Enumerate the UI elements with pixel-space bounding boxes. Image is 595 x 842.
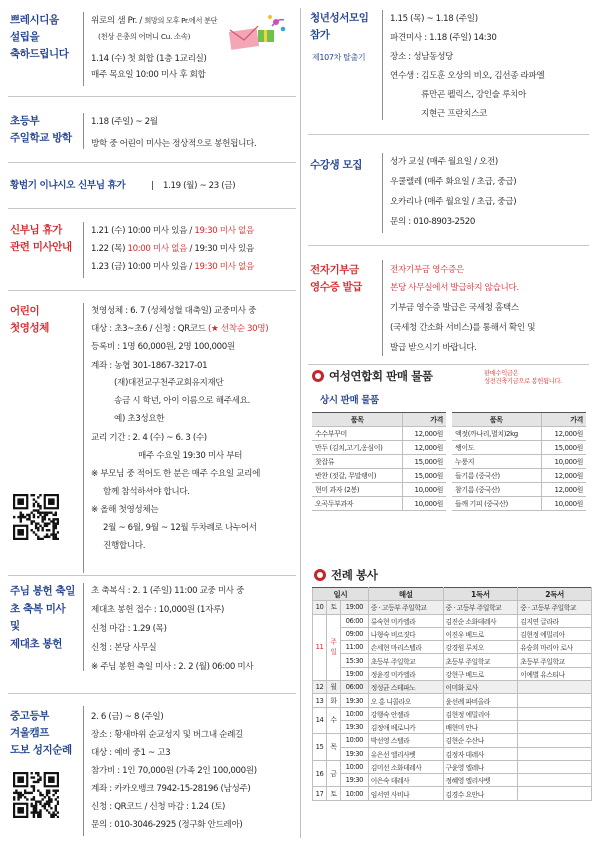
divider	[382, 260, 383, 356]
divider	[382, 153, 383, 233]
communion-line: 교리 기간 : 2. 4 (수) ~ 6. 3 (수)	[91, 433, 207, 443]
congrats-line3: 1.14 (수) 첫 회합 (1층 1교리실)	[91, 54, 207, 64]
schedule-row	[313, 654, 592, 667]
goods-price: 12,000원	[403, 441, 446, 455]
pin-icon	[314, 569, 326, 581]
schedule-row	[313, 774, 592, 787]
goods-row	[312, 455, 446, 469]
classes-line: 성가 교실 (매주 월요일 / 오전)	[390, 157, 498, 167]
schedule-time: 10:00	[340, 760, 368, 773]
classes-line: 우쿨렐레 (매주 화요일 / 초급, 중급)	[390, 177, 517, 187]
youth-bible-subtitle: 제107차 탈출기	[312, 53, 366, 62]
youth-bible-line: 류만곤 펠릭스, 강인술 루치아	[421, 90, 526, 100]
pin-icon	[312, 370, 324, 382]
schedule-time: 06:00	[340, 614, 368, 627]
schedule-weekday: 수	[326, 707, 340, 734]
schedule-day: 13	[313, 694, 327, 707]
right-column	[302, 0, 595, 842]
schedule-day: 16	[313, 760, 327, 787]
col-price-header: 가격	[541, 413, 586, 427]
congrats-line1: 위로의 샘 Pr. / 희망의 모후 Pr.에서 분단	[91, 16, 218, 26]
schedule-person: 중 · 고등부 주일학교	[518, 601, 592, 614]
header-reading2: 2독서	[518, 588, 592, 601]
goods-row	[312, 469, 446, 483]
communion-line: ※ 올해 첫영성체는	[91, 505, 159, 515]
goods-note: 판매수익금은 성전건축기금으로 봉헌됩니다.	[484, 370, 562, 385]
congrats-line2: (천상 은총의 어머니 Cu. 소속)	[98, 32, 191, 41]
goods-item: 수수부꾸미	[312, 427, 403, 441]
camp-line: 대상 : 예비 중1 ~ 고3	[91, 748, 171, 758]
goods-price: 10,000원	[541, 455, 586, 469]
goods-table-right	[452, 412, 586, 511]
schedule-time: 15:30	[340, 654, 368, 667]
youth-bible-line: 1.15 (목) ~ 1.18 (주일)	[390, 14, 478, 24]
communion-line: 첫영성체 : 6. 7 (성체성혈 대축일) 교중미사 중	[91, 306, 257, 316]
youth-bible-line: 연수생 : 김도훈 오상의 비오, 김선종 라파엘	[390, 71, 545, 81]
goods-price: 15,000원	[541, 441, 586, 455]
anointing-line: ※ 주님 봉헌 축일 미사 : 2. 2 (월) 06:00 미사	[91, 662, 254, 672]
schedule-person: 임서연 사비나	[368, 787, 443, 800]
schedule-person: 김현정 에밀리아	[443, 707, 518, 720]
schedule-person: 김정자 데레사	[443, 747, 518, 760]
goods-row	[312, 427, 446, 441]
communion-line: 2월 ~ 6월, 9월 ~ 12월 두차례로 나누어서	[103, 523, 257, 533]
qr-code[interactable]	[13, 772, 59, 818]
goods-item: 누룽지	[452, 455, 541, 469]
schedule-person: 구윤영 엘레나	[443, 760, 518, 773]
divider	[83, 12, 84, 86]
priest-mass-title: 신부님 휴가 관련 미사안내	[10, 224, 72, 253]
col-price-header: 가격	[403, 413, 446, 427]
goods-heading: 여성연합회 판매 물품	[329, 369, 433, 383]
schedule-day: 14	[313, 707, 327, 734]
schedule-person	[518, 774, 592, 787]
schedule-row	[313, 720, 592, 733]
communion-line: 매주 수요일 19:30 미사 부터	[138, 451, 243, 461]
schedule-weekday: 주일	[326, 614, 340, 680]
goods-price: 10,000원	[541, 497, 586, 511]
schedule-time: 11:00	[340, 641, 368, 654]
congrats-line4: 매주 목요일 10:00 미사 후 회합	[91, 70, 206, 80]
priest-mass-row: 1.21 (수) 10:00 미사 있음 / 19:30 미사 없음	[91, 226, 254, 236]
schedule-row	[313, 747, 592, 760]
schedule-time: 19:00	[340, 667, 368, 680]
schedule-person: 이예별 유스티나	[518, 667, 592, 680]
schedule-person	[518, 760, 592, 773]
schedule-weekday: 화	[326, 694, 340, 707]
divider	[382, 10, 383, 120]
schedule-person	[518, 747, 592, 760]
schedule-person: 박선영 스텔라	[368, 734, 443, 747]
elementary-line2: 방학 중 어린이 미사는 정상적으로 봉헌됩니다.	[91, 139, 257, 149]
schedule-row	[313, 787, 592, 800]
goods-row	[452, 469, 586, 483]
schedule-time: 19:30	[340, 720, 368, 733]
goods-item: 만두 (김치,고기,옹심이)	[312, 441, 403, 455]
schedule-person: 강경원 루치오	[443, 641, 518, 654]
goods-item: 액젓(까나리,멸치)2kg	[452, 427, 541, 441]
goods-price: 12,000원	[541, 427, 586, 441]
communion-line: ※ 부모님 중 적어도 한 분은 매주 수요일 교리에	[91, 469, 261, 479]
schedule-person	[518, 720, 592, 733]
schedule-person: 김현정 에밀리아	[518, 627, 592, 640]
schedule-person: 김지연 글라라	[518, 614, 592, 627]
divider	[83, 222, 84, 278]
goods-item: 오곡두부과자	[312, 497, 403, 511]
schedule-time: 09:00	[340, 627, 368, 640]
anointing-line: 제대초 봉헌 접수 : 10,000원 (1자루)	[91, 605, 225, 615]
goods-row	[452, 483, 586, 497]
schedule-day: 11	[313, 614, 327, 680]
schedule-person: 정윤경 미카엘라	[368, 667, 443, 680]
schedule-person: 강현구 베드로	[443, 667, 518, 680]
communion-line: 송금 시 학년, 아이 이름으로 해주세요.	[114, 396, 250, 406]
col-item-header: 품목	[312, 413, 403, 427]
schedule-weekday: 토	[326, 601, 340, 614]
elementary-line1: 1.18 (주일) ~ 2월	[91, 117, 158, 127]
communion-title: 어린이 첫영성체	[10, 305, 49, 334]
priest-mass-row: 1.23 (금) 10:00 미사 있음 / 19:30 미사 없음	[91, 262, 254, 272]
communion-line: (재)대전교구천주교회유지재단	[114, 378, 224, 388]
goods-row	[452, 441, 586, 455]
goods-item: 현미 과자 (2봉)	[312, 483, 403, 497]
anointing-line: 초 축복식 : 2. 1 (주일) 11:00 교중 미사 중	[91, 586, 245, 596]
schedule-weekday: 토	[326, 787, 340, 800]
schedule-time: 19:30	[340, 774, 368, 787]
schedule-row	[313, 627, 592, 640]
youth-bible-line: 장소 : 성남동성당	[390, 52, 453, 62]
divider	[308, 245, 589, 246]
youth-bible-line: 파견미사 : 1.18 (주일) 14:30	[390, 33, 497, 43]
divider	[8, 162, 296, 163]
schedule-row	[313, 681, 592, 694]
schedule-person: 나형숙 비르짓다	[368, 627, 443, 640]
schedule-person: 배현미 안나	[443, 720, 518, 733]
schedule-person	[518, 734, 592, 747]
schedule-day: 17	[313, 787, 327, 800]
schedule-person: 중 · 고등부 주일학교	[443, 601, 518, 614]
priest-mass-row: 1.22 (목) 10:00 미사 없음 / 19:30 미사 있음	[91, 244, 254, 254]
congrats-title: 쁘레시디움 설립을 축하드립니다	[10, 14, 69, 60]
schedule-time: 10:00	[340, 707, 368, 720]
schedule-person: 정혜영 엘리사벳	[443, 774, 518, 787]
schedule-weekday: 목	[326, 734, 340, 761]
divider	[308, 134, 589, 135]
header-date: 일시	[313, 588, 369, 601]
schedule-person: 유은선 엘리사벳	[368, 747, 443, 760]
goods-price: 15,000원	[403, 469, 446, 483]
goods-row	[452, 427, 586, 441]
schedule-person: 김정애 베로니카	[368, 720, 443, 733]
schedule-row	[313, 667, 592, 680]
camp-line: 문의 : 010-3046-2925 (정구화 안드레아)	[91, 820, 243, 830]
schedule-row	[313, 760, 592, 773]
goods-price: 10,000원	[403, 497, 446, 511]
column-divider	[300, 8, 301, 838]
anointing-line: 신청 : 본당 사무실	[91, 643, 157, 653]
divider	[8, 96, 296, 97]
schedule-person	[518, 787, 592, 800]
vacation-separator: |	[151, 181, 154, 191]
liturgy-heading: 전례 봉사	[331, 568, 378, 582]
schedule-person: 류숙현 미카엘라	[368, 614, 443, 627]
divider	[83, 303, 84, 573]
schedule-person: 김진순 소화데레사	[443, 614, 518, 627]
divider	[83, 583, 84, 671]
schedule-row	[313, 641, 592, 654]
schedule-time: 10:00	[340, 734, 368, 747]
gift-illustration	[228, 12, 290, 52]
camp-line: 2. 6 (금) ~ 8 (주일)	[91, 712, 164, 722]
goods-price: 12,000원	[541, 483, 586, 497]
divider	[83, 706, 84, 836]
schedule-person: 이은숙 데레사	[368, 774, 443, 787]
schedule-person: 초등부 주일학교	[443, 654, 518, 667]
divider	[8, 290, 296, 291]
vacation-dates: 1.19 (월) ~ 23 (금)	[163, 181, 236, 191]
goods-item: 찻잡류	[312, 455, 403, 469]
goods-row	[312, 483, 446, 497]
schedule-row	[313, 734, 592, 747]
goods-price: 15,000원	[403, 455, 446, 469]
goods-item: 들깨 기피 (중국산)	[452, 497, 541, 511]
camp-line: 참가비 : 1인 70,000원 (가족 2인 100,000원)	[91, 766, 257, 776]
goods-item: 참기름 (중국산)	[452, 483, 541, 497]
camp-title: 중고등부 겨울캠프 도보 성지순례	[10, 710, 72, 756]
schedule-row	[313, 601, 592, 614]
goods-row	[312, 497, 446, 511]
divider	[83, 113, 84, 149]
anointing-title: 주님 봉헌 축일 초 축복 미사 및 제대초 봉헌	[10, 585, 75, 650]
goods-price: 12,000원	[541, 469, 586, 483]
donation-line: 발급 받으시기 바랍니다.	[390, 343, 477, 353]
goods-price: 10,000원	[403, 483, 446, 497]
communion-line: 진행합니다.	[103, 541, 146, 551]
camp-line: 신청 : QR코드 / 신청 마감 : 1.24 (토)	[91, 802, 226, 812]
schedule-person: 초등부 주일학교	[518, 654, 592, 667]
qr-code[interactable]	[13, 494, 59, 540]
goods-item: 쌩이도	[452, 441, 541, 455]
goods-row	[452, 455, 586, 469]
schedule-person: 오 홍 니콜라오	[368, 694, 443, 707]
schedule-person: 초등부 주일학교	[368, 654, 443, 667]
divider	[8, 575, 296, 576]
donation-line-red: 전자기부금 영수증은	[390, 265, 464, 275]
schedule-person: 중 · 고등부 주일학교	[368, 601, 443, 614]
communion-line: 대상 : 초3~초6 / 신청 : QR코드 (★ 선착순 30명)	[91, 324, 269, 334]
goods-item: 들기름 (중국산)	[452, 469, 541, 483]
camp-line: 장소 : 황새바위 순교성지 및 버그내 순례길	[91, 730, 244, 740]
schedule-person: 김미선 소화데레사	[368, 760, 443, 773]
communion-line: 계좌 : 농협 301-1867-3217-01	[91, 361, 208, 371]
classes-title: 수강생 모집	[310, 159, 362, 171]
header-commentary: 해설	[368, 588, 443, 601]
header-reading1: 1독서	[443, 588, 518, 601]
youth-bible-title: 청년성서모임 참가	[310, 12, 369, 41]
schedule-time: 10:00	[340, 787, 368, 800]
divider	[308, 364, 589, 365]
schedule-person	[518, 707, 592, 720]
schedule-time: 06:00	[340, 681, 368, 694]
communion-line: 등록비 : 1명 60,000원, 2명 100,000원	[91, 342, 235, 352]
communion-line: 예) 초3성요한	[114, 414, 165, 424]
schedule-row	[313, 707, 592, 720]
divider	[8, 693, 296, 694]
vacation-title: 황범기 이냐시오 신부님 휴가	[10, 180, 126, 191]
schedule-person: 정성균 스테파노	[368, 681, 443, 694]
schedule-person: 손세현 마리스텔라	[368, 641, 443, 654]
schedule-day: 10	[313, 601, 327, 614]
schedule-person	[518, 694, 592, 707]
schedule-person: 김경수 요안나	[443, 787, 518, 800]
schedule-person: 이진우 베드로	[443, 627, 518, 640]
schedule-person: 윤선례 파비올라	[443, 694, 518, 707]
schedule-time: 19:30	[340, 694, 368, 707]
donation-line: (국세청 간소화 서비스)를 통해서 확인 및	[390, 323, 536, 333]
donation-title: 전자기부금 영수증 발급	[310, 264, 362, 293]
schedule-person	[518, 681, 592, 694]
youth-bible-line: 지현근 프란치스코	[421, 109, 487, 119]
schedule-day: 15	[313, 734, 327, 761]
communion-line: 함께 참석하셔야 합니다.	[103, 487, 190, 497]
schedule-row	[313, 694, 592, 707]
donation-line-red: 본당 사무실에서 발급하지 않습니다.	[390, 283, 519, 293]
classes-line: 문의 : 010-8903-2520	[390, 217, 476, 227]
schedule-person: 이미화 로사	[443, 681, 518, 694]
schedule-time: 19:00	[340, 601, 368, 614]
schedule-row	[313, 614, 592, 627]
goods-table-left	[312, 412, 446, 511]
divider	[8, 208, 296, 209]
col-item-header: 품목	[452, 413, 541, 427]
classes-line: 오카리나 (매주 월요일 / 초급, 중급)	[390, 197, 517, 207]
schedule-person: 강행숙 안젤라	[368, 707, 443, 720]
schedule-weekday: 월	[326, 681, 340, 694]
anointing-line: 신청 마감 : 1.29 (목)	[91, 624, 167, 634]
schedule-day: 12	[313, 681, 327, 694]
schedule-person: 김현순 수산나	[443, 734, 518, 747]
goods-price: 12,000원	[403, 427, 446, 441]
elementary-title: 초등부 주일학교 방학	[10, 115, 72, 144]
schedule-person: 유승희 마리아 로사	[518, 641, 592, 654]
donation-line: 기부금 영수증 발급은 국세청 홈택스	[390, 303, 519, 313]
goods-item: 반찬 (젓갈, 무말랭이)	[312, 469, 403, 483]
goods-row	[452, 497, 586, 511]
camp-line: 계좌 : 카카오뱅크 7942-15-28196 (남성주)	[91, 784, 251, 794]
liturgy-table	[312, 587, 592, 801]
schedule-weekday: 금	[326, 760, 340, 787]
goods-row	[312, 441, 446, 455]
goods-subheading: 상시 판매 물품	[320, 395, 379, 406]
schedule-time: 19:30	[340, 747, 368, 760]
